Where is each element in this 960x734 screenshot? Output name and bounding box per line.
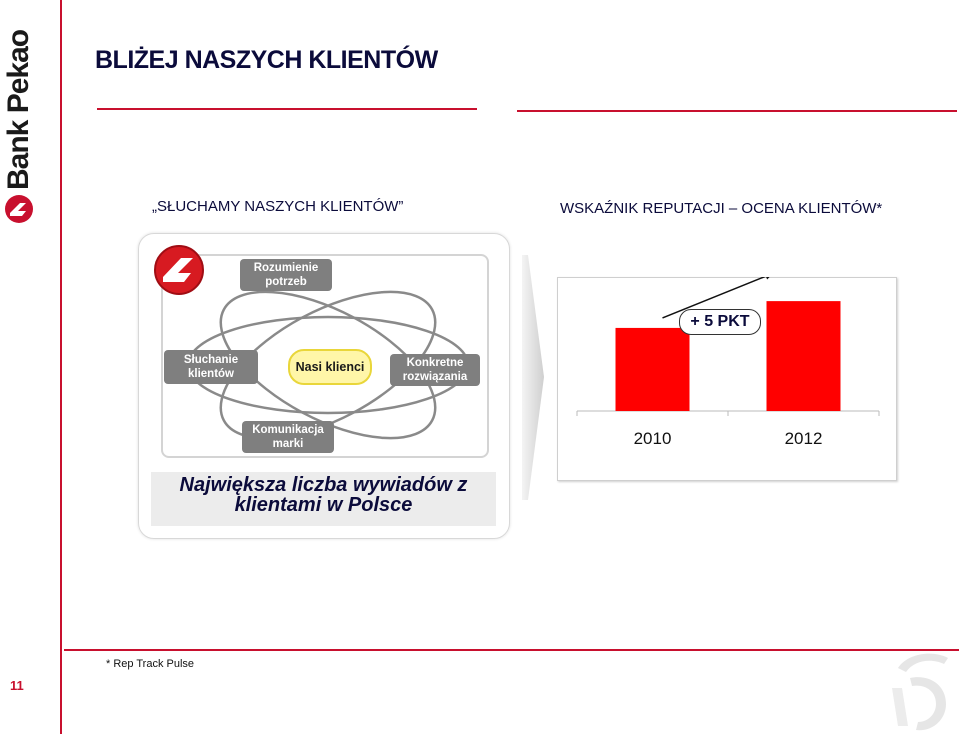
unicredit-logo-icon — [153, 244, 205, 296]
brand-name: Bank Pekao — [2, 29, 35, 190]
page-number: 11 — [10, 678, 24, 693]
title-underline-right — [517, 110, 957, 112]
watermark-icon — [888, 648, 960, 734]
chevron-right-icon — [522, 255, 544, 500]
bar-2012 — [767, 301, 841, 411]
right-section-heading: WSKAŹNIK REPUTACJI – OCENA KLIENTÓW* — [560, 200, 883, 217]
footer-line — [64, 649, 959, 651]
footnote: * Rep Track Pulse — [106, 658, 195, 670]
node-komunikacja-marki: Komunikacja marki — [242, 421, 334, 453]
caption-text: Największa liczba wywiadów z klientami w Polsce — [179, 474, 468, 516]
category-label-2010: 2010 — [633, 429, 672, 448]
reputation-bar-chart — [557, 277, 897, 479]
node-rozumienie-potrzeb: Rozumienie potrzeb — [240, 259, 332, 291]
increase-badge: + 5 PKT — [679, 309, 761, 335]
title-underline-left — [97, 108, 477, 110]
node-sluchanie-klientow: Słuchanie klientów — [164, 350, 258, 384]
left-section-heading: „SŁUCHAMY NASZYCH KLIENTÓW” — [152, 198, 404, 215]
caption-box — [151, 472, 496, 526]
node-konkretne-rozwiazania: Konkretne rozwiązania — [390, 354, 480, 386]
bar-2010 — [616, 328, 690, 411]
bank-logo-icon — [4, 194, 34, 224]
node-nasi-klienci: Nasi klienci — [288, 349, 372, 385]
category-label-2012: 2012 — [784, 429, 823, 448]
trend-arrowhead-icon — [765, 277, 774, 279]
page-title: BLIŻEJ NASZYCH KLIENTÓW — [95, 46, 438, 74]
left-accent-line — [60, 0, 62, 734]
